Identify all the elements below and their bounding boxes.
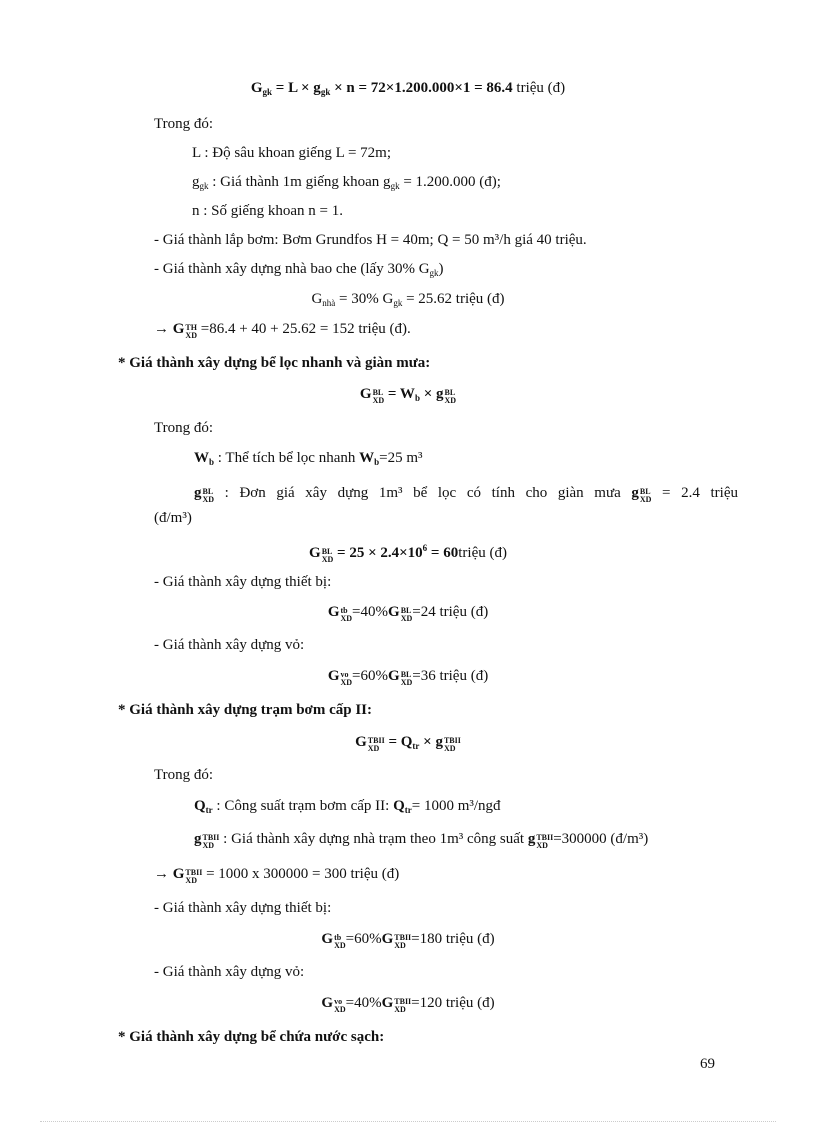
- formula-equipment-2: G tb XD =60%G TBII XD =180 triệu (đ): [321, 931, 495, 950]
- heading-clean-water-tank: * Giá thành xây dựng bể chứa nước sạch:: [118, 1029, 385, 1045]
- equipment-cost-label-1: - Giá thành xây dựng thiết bị:: [154, 574, 332, 590]
- shell-cost-label-2: - Giá thành xây dựng vỏ:: [154, 964, 305, 980]
- filter-unit-price-unit: (đ/m³): [154, 510, 192, 526]
- page-number: 69: [700, 1056, 715, 1072]
- pump-cost-line: - Giá thành lắp bơm: Bơm Grundfos H = 40m; Q = 50 m³/h giá 40 triệu.: [154, 232, 587, 248]
- formula-gnha: $G_{nhà} = 30\%$ $G_{gk} = 25.62$ triệu (đ): [311, 291, 505, 308]
- station-unit-price-definition: g TBII XD : Giá thành xây dựng nhà trạm theo 1m³ công suất g TBII XD =300000 (đ/m³): [194, 831, 649, 850]
- formula-gtbii: G TBII XD = $Q_{tr} \times g$ TBII XD: [355, 734, 461, 753]
- well-count-definition: n : Số giếng khoan n = 1.: [192, 203, 343, 219]
- volume-definition: $W_b$ : Thể tích bể lọc nhanh $W_b=25$ m³: [194, 450, 423, 467]
- formula-gbl-value: G BL XD = $25 \times 2.4\times 10^6$ = 60triệu (đ): [309, 543, 507, 564]
- trong-do-label-3: Trong đó:: [154, 767, 214, 783]
- filter-unit-price-definition: g BL XD : Đơn giá xây dựng 1m³ bể lọc có tính cho giàn mưa g BL XD = 2.4 triệu: [194, 485, 738, 504]
- trong-do-label-2: Trong đó:: [154, 420, 214, 436]
- depth-definition: L : Độ sâu khoan giếng L = 72m;: [192, 145, 391, 161]
- formula-equipment-1: G tb XD =40%G BL XD =24 triệu (đ): [327, 604, 489, 623]
- well-price-definition: $g_{gk}$ : Giá thành 1m giếng khoan $g_{gk} = 1.200.000$ (đ);: [192, 174, 501, 191]
- heading-filter-tank: * Giá thành xây dựng bể lọc nhanh và giàn mưa:: [118, 355, 431, 371]
- housing-cost-line: - Giá thành xây dựng nhà bao che (lấy 30% $G_{gk}$): [154, 261, 444, 278]
- shell-cost-label-1: - Giá thành xây dựng vỏ:: [154, 637, 305, 653]
- total-tbii-line: → G TBII XD = 1000 x 300000 = 300 triệu (đ): [154, 866, 400, 885]
- trong-do-label-1: Trong đó:: [154, 116, 214, 132]
- formula-ggk: $G_{gk} = L \times g_{gk} \times n = 72\times 1.200.000\times 1 = 86.4$ triệu (đ): [250, 80, 566, 97]
- capacity-definition: $Q_{tr}$ : Công suất trạm bơm cấp II: $Q_{tr}= 1000$ m³/ngđ: [194, 798, 501, 815]
- footer-divider: [40, 1121, 776, 1122]
- formula-shell-1: G vo XD =60%G BL XD =36 triệu (đ): [327, 668, 489, 687]
- formula-shell-2: G vo XD =40%G TBII XD =120 triệu (đ): [321, 995, 495, 1014]
- formula-gbl: G BL XD = $W_b \times g$ BL XD: [359, 386, 457, 405]
- heading-pump-station: * Giá thành xây dựng trạm bơm cấp II:: [118, 702, 373, 718]
- equipment-cost-label-2: - Giá thành xây dựng thiết bị:: [154, 900, 332, 916]
- total-th-line: → G TH XD =86.4 + 40 + 25.62 = 152 triệu (đ).: [154, 321, 411, 340]
